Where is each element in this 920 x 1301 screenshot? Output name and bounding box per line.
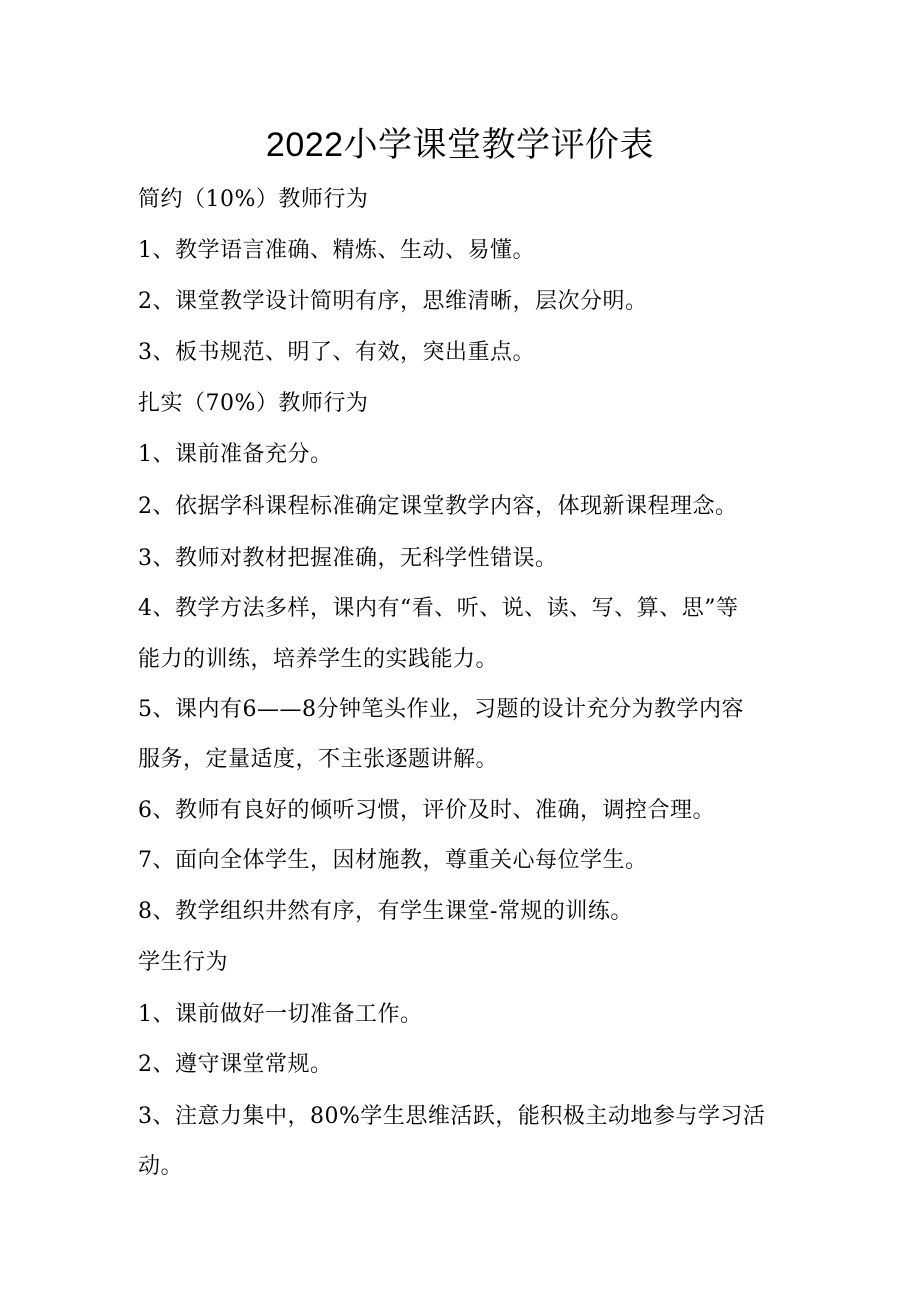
paragraph-line: 5、课内有6——8分钟笔头作业，习题的设计充分为教学内容: [138, 697, 744, 722]
paragraph-line: 2、遵守课堂常规。: [138, 1052, 333, 1077]
paragraph-line: 能力的训练，培养学生的实践能力。: [138, 647, 499, 672]
paragraph-line: 3、注意力集中，80%学生思维活跃，能积极主动地参与学习活: [138, 1104, 766, 1129]
paragraph-line: 1、课前做好一切准备工作。: [138, 1002, 423, 1027]
paragraph-line: 3、教师对教材把握准确，无科学性错误。: [138, 546, 558, 571]
paragraph-line: 7、面向全体学生，因材施教，尊重关心每位学生。: [138, 848, 648, 873]
section-heading-student: 学生行为: [138, 950, 229, 975]
section-heading-solid: 扎实（70%）教师行为: [138, 391, 369, 416]
paragraph-line: 3、板书规范、明了、有效，突出重点。: [138, 340, 535, 365]
section-heading-simple: 简约（10%）教师行为: [138, 187, 369, 212]
page-title: 2022小学课堂教学评价表: [265, 126, 655, 164]
paragraph-line: 4、教学方法多样，课内有“看、听、说、读、写、算、思”等: [138, 596, 739, 621]
paragraph-line: 2、课堂教学设计简明有序，思维清晰，层次分明。: [138, 289, 648, 314]
paragraph-line: 8、教学组织井然有序，有学生课堂-常规的训练。: [138, 899, 633, 924]
paragraph-line: 6、教师有良好的倾听习惯，评价及时、准确，调控合理。: [138, 798, 715, 823]
paragraph-line: 1、教学语言准确、精炼、生动、易懂。: [138, 238, 535, 263]
paragraph-line: 动。: [138, 1154, 184, 1179]
paragraph-line: 2、依据学科课程标准确定课堂教学内容，体现新课程理念。: [138, 494, 738, 519]
paragraph-line: 服务，定量适度，不主张逐题讲解。: [138, 747, 499, 772]
paragraph-line: 1、课前准备充分。: [138, 442, 333, 467]
